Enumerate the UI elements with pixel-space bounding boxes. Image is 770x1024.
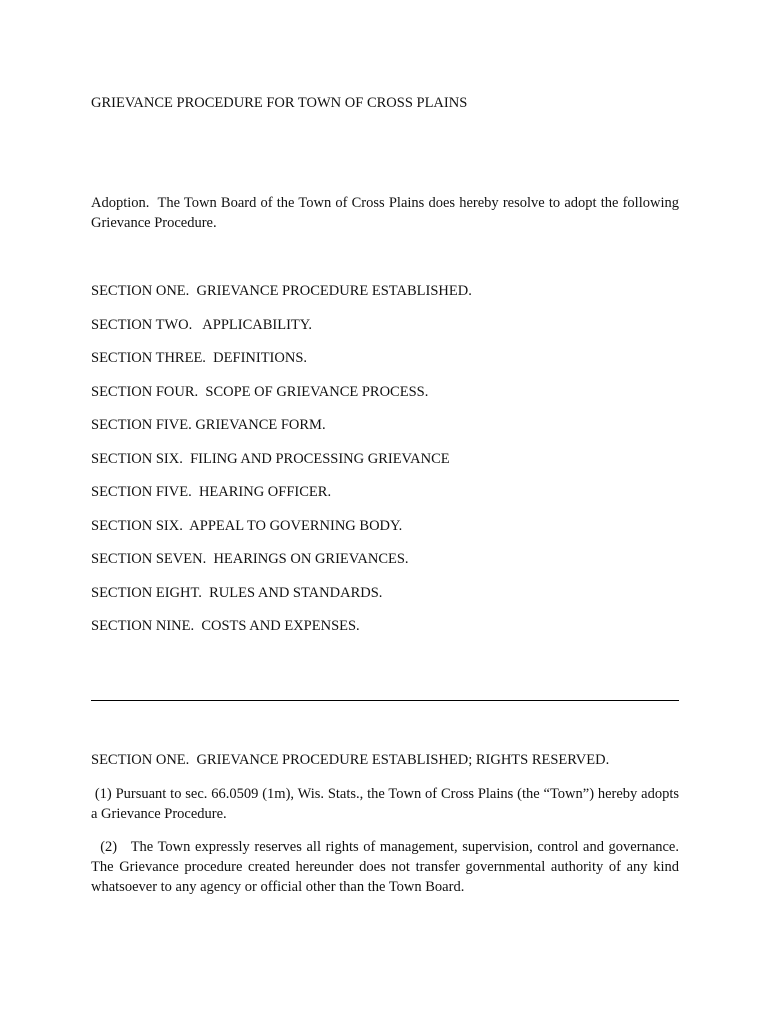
toc-item: SECTION THREE. DEFINITIONS. [91, 350, 308, 366]
adoption-paragraph: Adoption. The Town Board of the Town of Cross Plains does hereby resolve to adopt the following Grievance Procedure. [91, 195, 683, 231]
toc-item: SECTION FIVE. GRIEVANCE FORM. [91, 417, 326, 433]
table-of-contents [91, 281, 472, 650]
horizontal-divider [91, 700, 679, 701]
toc-item: SECTION NINE. COSTS AND EXPENSES. [91, 618, 360, 634]
toc-item: SECTION SEVEN. HEARINGS ON GRIEVANCES. [91, 551, 409, 567]
toc-item: SECTION SIX. APPEAL TO GOVERNING BODY. [91, 517, 403, 534]
section-one-paragraph-2: (2) The Town expressly reserves all rights of management, supervision, control and governance. The Grievance procedure created hereunder does not transfer governmental authority of any kind whatsoever to any agency or official other than the Town Board. [91, 839, 687, 895]
toc-item: SECTION TWO. APPLICABILITY. [91, 316, 312, 333]
toc-item: SECTION SIX. FILING AND PROCESSING GRIEVANCE [91, 450, 450, 467]
section-one-paragraph-1: (1) Pursuant to sec. 66.0509 (1m), Wis. Stats., the Town of Cross Plains (the “Town”) hereby adopts a Grievance Procedure. [91, 786, 683, 822]
document-title: GRIEVANCE PROCEDURE FOR TOWN OF CROSS PLAINS [91, 95, 468, 111]
section-one-heading: SECTION ONE. GRIEVANCE PROCEDURE ESTABLISHED; RIGHTS RESERVED. [91, 752, 610, 768]
toc-item: SECTION FOUR. SCOPE OF GRIEVANCE PROCESS. [91, 383, 429, 400]
toc-item: SECTION ONE. GRIEVANCE PROCEDURE ESTABLISHED. [91, 283, 472, 299]
toc-item: SECTION EIGHT. RULES AND STANDARDS. [91, 584, 383, 601]
toc-item: SECTION FIVE. HEARING OFFICER. [91, 484, 332, 500]
